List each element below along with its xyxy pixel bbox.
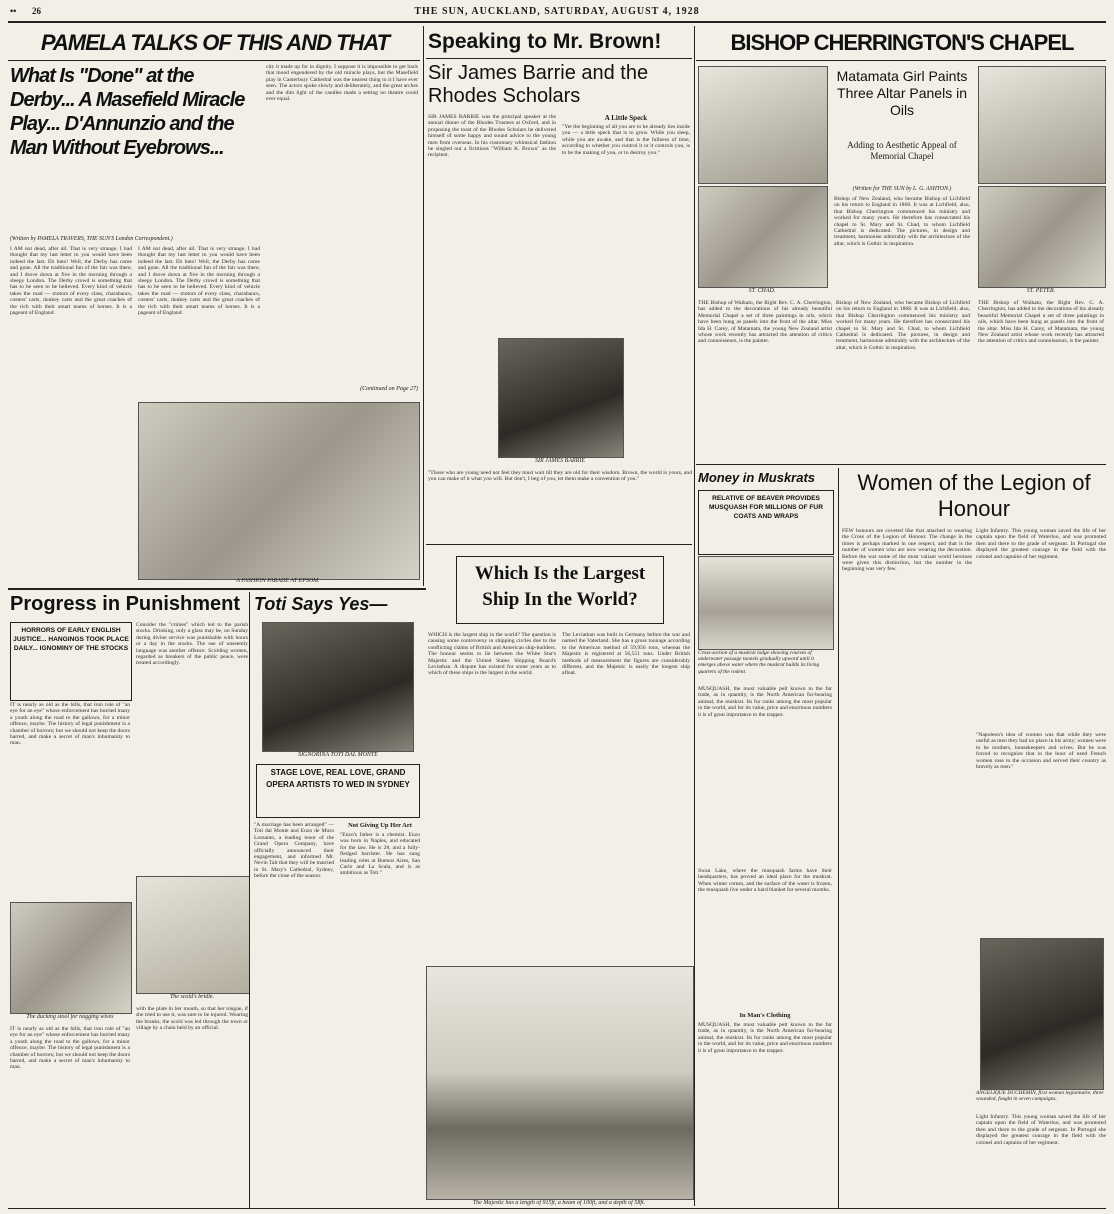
- muskrats-body-3: MUSQUASH, the most valuable pelt known to the fur trade, as in quantity, is the North American fur-bearing animal, the muskrat. Its fur ranks among the most popular in the world, and for its value, price and enormous numbers it is of great importance to the trapper.: [698, 1022, 832, 1054]
- muskrats-section: [696, 468, 836, 1208]
- muskrat-lodge-diagram: [698, 556, 834, 650]
- pamela-continued: (Continued on Page 27): [360, 386, 418, 392]
- ducking-stool-caption: The ducking stool for nagging wives: [26, 1014, 114, 1020]
- st-peter-painting: [978, 186, 1106, 288]
- legion-body-2: "Napoleon's idea of women was that while they were useful as men they had no place in his army; women were to be mothers, housekeepers and wives. But he was forced to recognize that in the hour of need French women rose to the occasion and served their country as bravely as men.": [976, 732, 1106, 771]
- pamela-body-1: I AM not dead, after all. That is very strange. I had thought that my last letter to you would have been indeed the last. Eh bien! Well, the Derby has come and gone. All the traditional fun of the fair was there, and I drove down at five in the morning through a sleepy London. The Derby crowd is something that has to be seen to be believed. Every kind of vehicle takes the road — motors of every class, charabancs, costers' carts, donkey carts and the great coaches of the rich with their smart teams of horses. It is a pageant of England.: [10, 246, 132, 317]
- legion-body-3b: Light Infantry. This young woman saved the life of her captain upon the field of Waterloo, and was promoted then and there to the grade of sergeant. In Portugal she displayed the greatest courage in the field with the colonel and captains of her regiment.: [976, 1114, 1106, 1146]
- barrie-subhead: Sir James Barrie and the Rhodes Scholars: [428, 62, 649, 107]
- legion-headline: Women of the Legion of Honour: [857, 470, 1091, 521]
- ducking-stool-image: [10, 902, 132, 1014]
- ship-caption: The Majestic has a length of 915ft, a beam of 100ft, and a depth of 58ft.: [472, 1200, 646, 1206]
- st-peter-caption: ST. PETER.: [1026, 288, 1056, 294]
- muskrats-box: RELATIVE OF BEAVER PROVIDES MUSQUASH FOR MILLIONS OF FUR COATS AND WRAPS: [698, 490, 834, 555]
- ship-section: [426, 548, 692, 1208]
- scolds-bridle-image: [136, 876, 250, 994]
- fashion-parade-photo: [138, 402, 420, 580]
- bishop-headline: Matamata Girl Paints Three Altar Panels in Oils: [836, 68, 968, 118]
- punishment-body-1b: IT is nearly as old as the hills, that iron rule of "an eye for an eye" whose enforcement has hurried many a youth along the road to the gallows, for a minor offence, maybe. The history of legal punishment is a chamber of horrors; but we should not keep the doors barred, and make a secret of man's inhumanity to man.: [10, 1026, 130, 1071]
- page-number: 26: [32, 6, 41, 16]
- scolds-bridle-caption: The scold's bridle.: [169, 994, 215, 1000]
- toti-body-2: "Enzo's father is a chemist. Enzo was born in Naples, and educated for the law. He is 28, and a fully-fledged barrister. He has sung leading roles at Buenos Aires, San Carlo and La Scala, and is as ambitious as Toti.": [340, 832, 420, 877]
- legion-caption: ANGELIQUE DUCHEMIN, first woman legionnaire, three wounded, fought in seven campaigns.: [976, 1090, 1104, 1103]
- st-peter-panel-top: [978, 66, 1106, 184]
- st-chad-painting: [698, 186, 828, 288]
- bishop-body-2: Bishop of New Zealand, who became Bishop of Lichfield on his return to England in 1868. It was at Lichfield, also, that Bishop Cherrington commenced his ministry and worked for many years. He therefore has consecrated his chapel to St. Mary and St. Chad, to whom Lichfield Cathedral is dedicated. The pictures, in design and treatment, harmonise admirably with the architecture of the altar, which is Gothic in inspiration.: [834, 196, 970, 247]
- toti-box: STAGE LOVE, REAL LOVE, GRAND OPERA ARTISTS TO WED IN SYDNEY: [256, 764, 420, 818]
- punishment-headline: Progress in Punishment: [10, 593, 241, 615]
- legion-section: [840, 468, 1106, 1208]
- duchemin-portrait: [980, 938, 1104, 1090]
- pamela-body-1b: I AM not dead, after all. That is very strange. I had thought that my last letter to you would have been indeed the last. Eh bien! Well, the Derby has come and gone. All the traditional fun of the fair was there, and I drove down at five in the morning through a sleepy London. The Derby crowd is something that has to be seen to be believed. Every kind of vehicle takes the road — motors of every class, charabancs, costers' carts, donkey carts and the great coaches of the rich with their smart teams of horses. It is a pageant of England.: [138, 246, 260, 317]
- pamela-byline: (Written by PAMELA TRAVERS, THE SUN'S London Correspondent.): [10, 236, 173, 242]
- ship-body-2: The Leviathan was built in Germany before the war and named the Vaterland. She has a gross tonnage according to the American method of 59,956 tons, whereas the Majestic is registered at 56,551 tons. Under British methods of measurement the figures are considerably different, and the Majestic is easily the longest ship afloat.: [562, 632, 690, 677]
- bishop-section: [696, 26, 1106, 466]
- muskrats-caption: Cross-section of a muskrat lodge showing courses of underwater passage tunnels gradually upward until it emerges above water where the muskrat builds its living quarters of the rodent.: [698, 650, 820, 675]
- pamela-body-2: city it made up for in dignity. I suppose it is impossible to get back that mood engendered by the old miracle plays, but the Masefield play in Canterbury Cathedral was the nearest thing to it I have ever seen. The actors spoke slowly and deliberately, and the great arches and the dim light of the candles made a setting no theatre could ever equal.: [266, 64, 418, 103]
- pamela-section: [8, 26, 420, 586]
- toti-caption: SIGNORINA TOTI DAL MONTE: [298, 752, 378, 758]
- bishop-body-1c: THE Bishop of Waikato, the Right Rev. C. A. Cherrington, has added to the decorations of his already beautiful Memorial Chapel a set of three paintings in oils, which have been hung as panels into the front of the altar. Miss Ida H. Carey, of Matamata, the young New Zealand artist whose work recently has attracted the attention of critics and connoisseurs, is the painter.: [978, 300, 1104, 345]
- bishop-body-1b: Bishop of New Zealand, who became Bishop of Lichfield on his return to England in 1868. It was at Lichfield, also, that Bishop Cherrington commenced his ministry and worked for many years. He therefore has consecrated his chapel to St. Mary and St. Chad, to whom Lichfield Cathedral is dedicated. The pictures, in design and treatment, harmonise admirably with the architecture of the altar, which is Gothic in inspiration.: [836, 300, 970, 351]
- punishment-body-2: Consider the "crimes" which led to the parish stocks. Drinking, only a glass may be, on Sunday during divine service was punishable with hours or a day in the stocks. The use of unseemly language was another offence. Scolding women, regarded as breakers of the public peace, were treated accordingly.: [136, 622, 248, 667]
- pamela-banner: PAMELA TALKS OF THIS AND THAT: [40, 30, 390, 55]
- barrie-body-1: SIR JAMES BARRIE was the principal speaker at the annual dinner of the Rhodes Trustees at Oxford, and in proposing the toast of the Rhodes Scholars he delivered himself of some happy and sound advice to the young men from overseas. In his customary whimsical fashion he singled out a fictitious "William K. Brown" as the recipient.: [428, 114, 556, 159]
- st-chad-panel-top: [698, 66, 828, 184]
- barrie-body-3: "Those who are young need not feel they must wait till they are old for their wisdom. Brown, the world is yours, and you can make of it what you will. But don't, I beg of you, let them make a convention of you.": [428, 470, 692, 483]
- fashion-parade-caption: A FASHION PARADE AT EPSOM.: [236, 578, 320, 584]
- toti-headline: Toti Says Yes—: [254, 594, 388, 614]
- majestic-photo: [426, 966, 694, 1200]
- bishop-byline: (Written for THE SUN by L. G. ASHTON.): [852, 186, 952, 192]
- ship-headline: Which Is the Largest Ship In the World?: [456, 556, 664, 624]
- ship-body-1: WHICH is the largest ship in the world? The question is causing some controversy in shipping circles due to the conflicting claims of British and American ship-builders. The honour seems to lie between the White Star's Majestic and the United States Shipping Board's Leviathan. A dispute has existed for some years as to which of these ships is the largest in the world.: [428, 632, 556, 677]
- muskrats-body-1: MUSQUASH, the most valuable pelt known to the fur trade, as in quantity, is the North American fur-bearing animal, the muskrat. Its fur ranks among the most popular in the world, and for its value, price and enormous numbers it is of great importance to the trapper.: [698, 686, 832, 718]
- barrie-caption: SIR JAMES BARRIE: [535, 458, 585, 464]
- toti-body: "A marriage has been arranged" — Toti dal Monte and Enzo de Muro Lomanto, a leading tenor of the Grand Opera Company, have officially announced their engagement, and informed Mr. Nevin Tait that they will be married in St. Mary's Cathedral, Sydney, before the close of the season.: [254, 822, 334, 880]
- barrie-section: [426, 26, 692, 546]
- punishment-body-1: IT is nearly as old as the hills, that iron rule of "an eye for an eye" whose enforcement has hurried many a youth along the road to the gallows, for a minor offence, maybe. The history of legal punishment is a chamber of horrors; but we should not keep the doors barred, and make a secret of man's inhumanity to man.: [10, 702, 130, 747]
- masthead-title: THE SUN, AUCKLAND, SATURDAY, AUGUST 4, 1928: [414, 6, 700, 17]
- bishop-banner: BISHOP CHERRINGTON'S CHAPEL: [730, 30, 1074, 55]
- toti-portrait: [262, 622, 414, 752]
- toti-section: [252, 592, 422, 1208]
- muskrats-headline: Money in Muskrats: [698, 470, 816, 485]
- muskrats-body-2: Swan Lake, where the musquash farms have their headquarters, has proved an ideal place for the muskrat. When winter comes, and the surface of the water is frozen, the musquash live under a hard blanket for several months.: [698, 868, 832, 894]
- punishment-section: [8, 592, 248, 1208]
- st-chad-caption: ST. CHAD.: [748, 288, 776, 294]
- pamela-headline: What Is "Done" at the Derby... A Masefield Miracle Play... D'Annunzio and the Man Without Eyebrows...: [10, 65, 245, 159]
- barrie-body-2: "Yet the beginning of all you are to be already lies inside you — a little speck that is to grow. While you sleep, while you are awake, and that is the fullness of time, according to whether you control it or it controls you, is to be the making of you, or to destroy you.": [562, 124, 690, 156]
- legion-body-3: Light Infantry. This young woman saved the life of her captain upon the field of Waterloo, and was promoted then and there to the grade of sergeant. In Portugal she displayed the greatest courage in the field with the colonel and captains of her regiment.: [976, 528, 1106, 560]
- masthead: [10, 6, 1104, 20]
- masthead-rule: [8, 21, 1106, 23]
- punishment-body-3: with the plate in her mouth, so that her tongue, if she tried to use it, was sure to be injured. Wearing the branks, the scold was led through the town or village by a chain held by an official.: [136, 1006, 248, 1032]
- legion-body-1: FEW honours are coveted like that attached to wearing the Cross of the Legion of Honour. The change in the times is perhaps marked in one respect, and that is the number of women who are now wearing the decoration. Before the war some of the most valiant world heroines were given this distinction, but the number in the beginning was very few.: [842, 528, 972, 573]
- barrie-subhead-2: A Little Speck: [604, 114, 648, 122]
- barrie-portrait: [498, 338, 624, 458]
- barrie-headline: Speaking to Mr. Brown!: [428, 30, 662, 53]
- bishop-subhead: Adding to Aesthetic Appeal of Memorial Chapel: [847, 140, 957, 161]
- punishment-box: HORRORS OF EARLY ENGLISH JUSTICE... HANGINGS TOOK PLACE DAILY... IGNOMINY OF THE STOCKS: [10, 622, 132, 701]
- masthead-stars: ••: [10, 6, 17, 16]
- toti-subhead: Not Giving Up Her Art: [348, 822, 412, 829]
- bishop-body-1: THE Bishop of Waikato, the Right Rev. C. A. Cherrington, has added to the decorations of his already beautiful Memorial Chapel a set of three paintings in oils, which have been hung as panels into the front of the altar. Miss Ida H. Carey, of Matamata, the young New Zealand artist whose work recently has attracted the attention of critics and connoisseurs, is the painter.: [698, 300, 832, 345]
- muskrats-subhead: In Man's Clothing: [739, 1012, 791, 1019]
